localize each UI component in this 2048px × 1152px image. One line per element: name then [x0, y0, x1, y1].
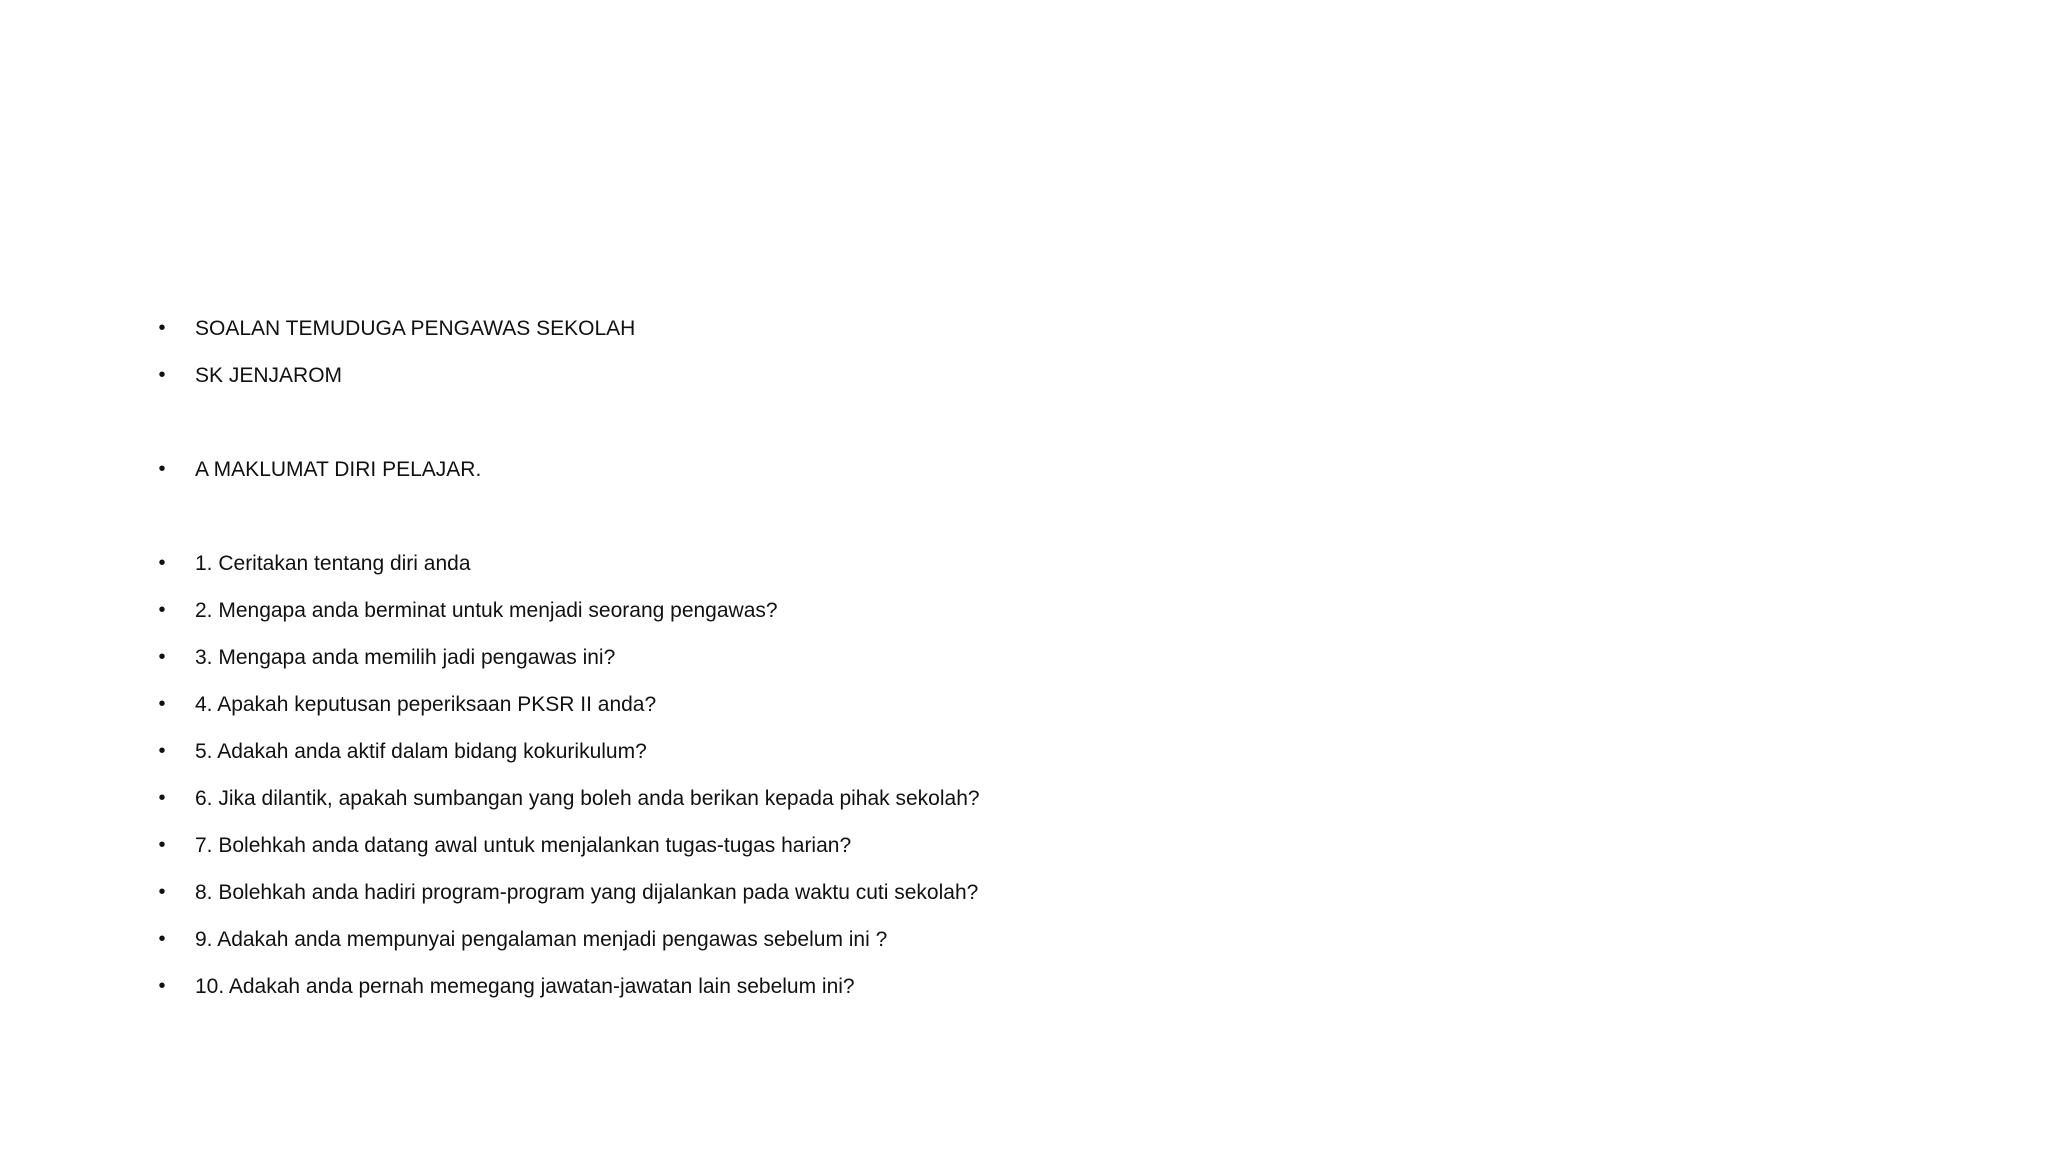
question-item: [153, 540, 1853, 587]
question-text: 2. Mengapa anda berminat untuk menjadi seorang pengawas?: [195, 599, 778, 622]
question-text: 4. Apakah keputusan peperiksaan PKSR II anda?: [195, 693, 657, 716]
question-text: 8. Bolehkah anda hadiri program-program yang dijalankan pada waktu cuti sekolah?: [195, 881, 979, 904]
question-item: [153, 916, 1853, 963]
bullet-icon: •: [158, 693, 166, 715]
section-title-text: A MAKLUMAT DIRI PELAJAR.: [195, 458, 482, 481]
bullet-icon: •: [158, 928, 166, 950]
bullet-icon: •: [158, 881, 166, 903]
bullet-icon: •: [158, 317, 166, 339]
header-title: [153, 305, 1853, 352]
question-item: [153, 728, 1853, 775]
header-school: [153, 352, 1853, 399]
question-text: 10. Adakah anda pernah memegang jawatan-jawatan lain sebelum ini?: [195, 975, 855, 998]
bullet-icon: •: [158, 364, 166, 386]
question-item: [153, 775, 1853, 822]
question-item: [153, 963, 1853, 1010]
question-text: 9. Adakah anda mempunyai pengalaman menjadi pengawas sebelum ini ?: [195, 928, 888, 951]
question-text: 5. Adakah anda aktif dalam bidang kokurikulum?: [195, 740, 647, 763]
bullet-icon: •: [158, 975, 166, 997]
bullet-icon: •: [158, 740, 166, 762]
question-text: 1. Ceritakan tentang diri anda: [195, 552, 471, 575]
header-title-text: SOALAN TEMUDUGA PENGAWAS SEKOLAH: [195, 317, 636, 340]
question-item: [153, 587, 1853, 634]
bullet-icon: •: [158, 552, 166, 574]
question-item: [153, 822, 1853, 869]
bullet-icon: •: [158, 787, 166, 809]
question-text: 3. Mengapa anda memilih jadi pengawas ini?: [195, 646, 616, 669]
section-title: [153, 446, 1853, 493]
question-item: [153, 681, 1853, 728]
question-item: [153, 869, 1853, 916]
bullet-icon: •: [158, 458, 166, 480]
question-text: 6. Jika dilantik, apakah sumbangan yang boleh anda berikan kepada pihak sekolah?: [195, 787, 980, 810]
bullet-icon: •: [158, 834, 166, 856]
bullet-icon: •: [158, 599, 166, 621]
bullet-icon: •: [158, 646, 166, 668]
question-text: 7. Bolehkah anda datang awal untuk menjalankan tugas-tugas harian?: [195, 834, 852, 857]
question-item: [153, 634, 1853, 681]
header-school-text: SK JENJAROM: [195, 364, 343, 387]
bullet-list: [153, 305, 1853, 1010]
